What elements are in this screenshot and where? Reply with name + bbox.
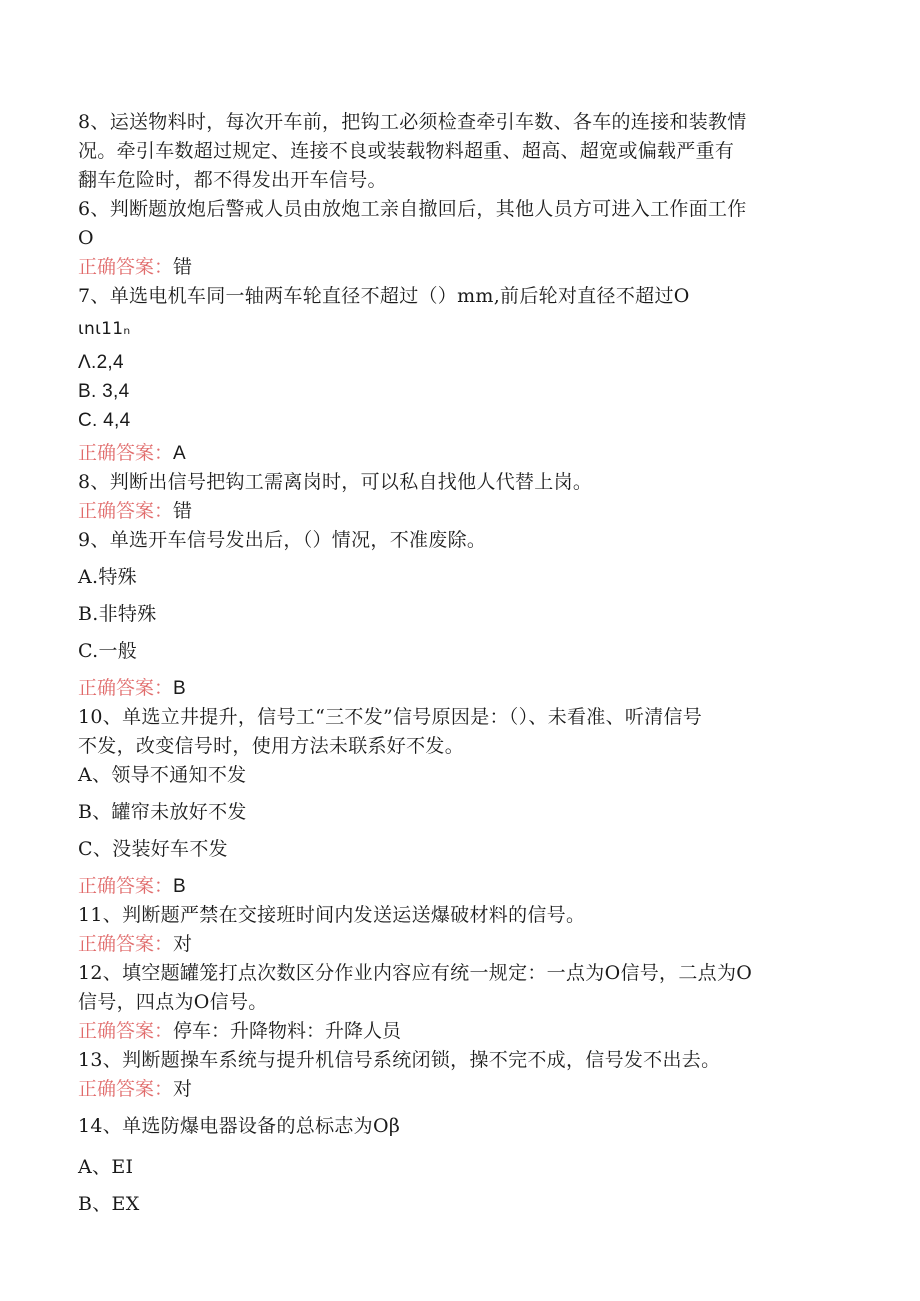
question-text-line: 信号，四点为O信号。 bbox=[78, 991, 268, 1013]
option-a: A、EI bbox=[78, 1156, 134, 1178]
question-text-line: 况。牵引车数超过规定、连接不良或装载物料超重、超高、超宽或偏载严重有 bbox=[78, 140, 735, 162]
answer-label: 正确答案： bbox=[78, 677, 174, 699]
answer-label: 正确答案： bbox=[78, 442, 174, 464]
answer-value: 错 bbox=[173, 500, 193, 522]
answer-value: 错 bbox=[173, 256, 193, 278]
question-text-line: 翻车危险时，都不得发出开车信号。 bbox=[78, 169, 387, 191]
answer-line bbox=[78, 497, 838, 526]
question-text-line: 不发，改变信号时，使用方法未联系好不发。 bbox=[78, 735, 465, 757]
question-text-line: 9、单选开车信号发出后，（）情况，不准废除。 bbox=[78, 529, 487, 551]
answer-label: 正确答案： bbox=[78, 1078, 174, 1100]
option-b: B. 3,4 bbox=[78, 381, 130, 402]
option-c: C.一般 bbox=[78, 640, 138, 662]
answer-label: 正确答案： bbox=[78, 875, 174, 897]
question-text-line: 12、填空题罐笼打点次数区分作业内容应有统一规定：一点为O信号，二点为O bbox=[78, 962, 753, 984]
answer-value: 停车：升降物料：升降人员 bbox=[173, 1020, 402, 1042]
answer-label: 正确答案： bbox=[78, 256, 174, 278]
question-text-line: 7、单选电机车同一轴两车轮直径不超过（）mm,前后轮对直径不超过O bbox=[78, 285, 690, 307]
answer-line bbox=[78, 674, 838, 703]
question-6 bbox=[78, 195, 838, 282]
answer-value: B bbox=[173, 678, 186, 699]
answer-value: 对 bbox=[173, 1078, 193, 1100]
question-text-line: 11、判断题严禁在交接班时间内发送运送爆破材料的信号。 bbox=[78, 904, 586, 926]
option-b: B.非特殊 bbox=[78, 603, 157, 625]
question-13 bbox=[78, 1046, 838, 1104]
answer-line bbox=[78, 872, 838, 901]
question-10 bbox=[78, 703, 838, 901]
answer-line bbox=[78, 439, 838, 468]
question-text-line: ιnι11ₙ bbox=[78, 319, 131, 339]
question-text-line: 8、判断出信号把钩工需离岗时，可以私自找他人代替上岗。 bbox=[78, 471, 593, 493]
answer-value: B bbox=[173, 876, 186, 897]
answer-label: 正确答案： bbox=[78, 1020, 174, 1042]
question-12 bbox=[78, 959, 838, 1046]
option-a: A、领导不通知不发 bbox=[78, 764, 247, 786]
answer-line bbox=[78, 1075, 838, 1104]
answer-line bbox=[78, 253, 838, 282]
answer-value: 对 bbox=[173, 933, 193, 955]
option-b: B、EX bbox=[78, 1193, 140, 1215]
question-8b bbox=[78, 468, 838, 526]
answer-line bbox=[78, 930, 838, 959]
option-a: A.特殊 bbox=[78, 566, 137, 588]
question-14 bbox=[78, 1112, 838, 1219]
question-7 bbox=[78, 282, 838, 468]
question-text-line: O bbox=[78, 227, 94, 249]
question-text-line: 8、运送物料时，每次开车前，把钩工必须检查牵引车数、各车的连接和装教情 bbox=[78, 111, 747, 133]
answer-label: 正确答案： bbox=[78, 500, 174, 522]
question-text-line: 6、判断题放炮后警戒人员由放炮工亲自撤回后，其他人员方可进入工作面工作 bbox=[78, 198, 747, 220]
answer-label: 正确答案： bbox=[78, 933, 174, 955]
question-9 bbox=[78, 526, 838, 703]
answer-value: A bbox=[173, 443, 186, 464]
option-c: C. 4,4 bbox=[78, 410, 131, 431]
option-b: B、罐帘未放好不发 bbox=[78, 801, 247, 823]
question-text-line: 13、判断题操车系统与提升机信号系统闭锁，操不完不成，信号发不出去。 bbox=[78, 1049, 721, 1071]
question-8a bbox=[78, 108, 838, 195]
document-page bbox=[78, 108, 838, 1219]
answer-line bbox=[78, 1017, 838, 1046]
option-a: Λ.2,4 bbox=[78, 352, 124, 373]
option-c: C、没装好车不发 bbox=[78, 838, 228, 860]
question-text-line: 10、单选立井提升，信号工“三不发”信号原因是：（）、未看准、听清信号 bbox=[78, 706, 703, 728]
question-text-line: 14、单选防爆电器设备的总标志为Oβ bbox=[78, 1115, 401, 1137]
question-11 bbox=[78, 901, 838, 959]
